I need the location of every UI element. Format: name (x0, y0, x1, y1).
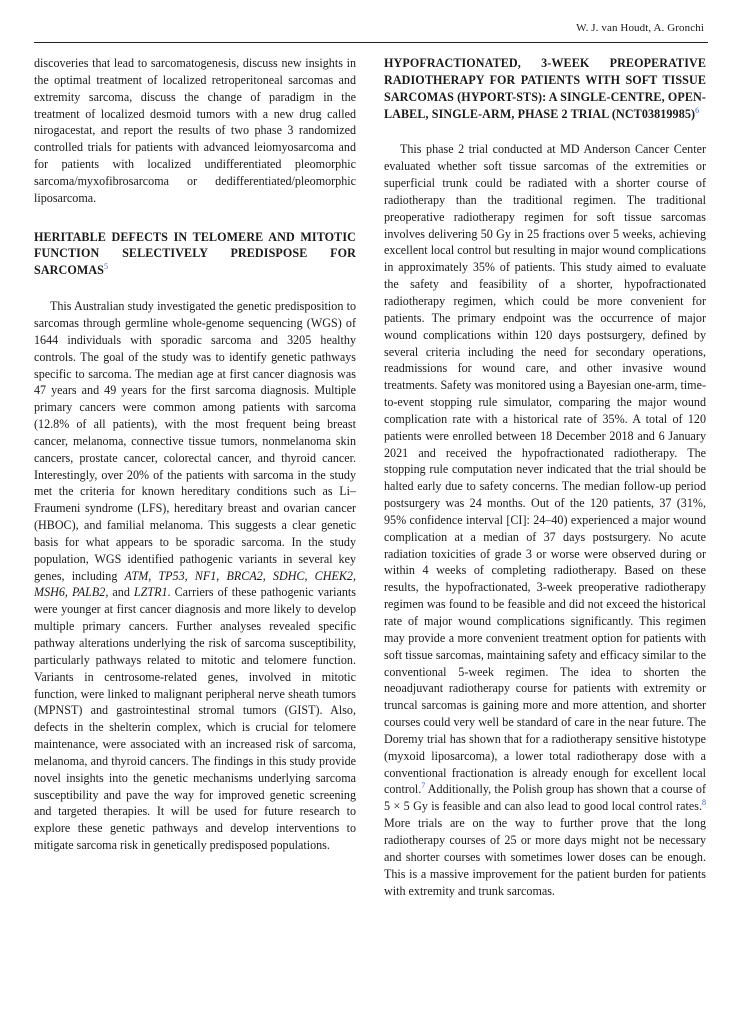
reference-link-8[interactable]: 8 (702, 798, 706, 808)
reference-link-7[interactable]: 7 (421, 781, 426, 791)
telomere-body-paragraph (34, 298, 356, 854)
hyport-body-text-3: More trials are on the way to further prove that the long radiotherapy courses of 25 or more days might not be necessary and shorter courses with sometimes lower doses can be enough. This is a massive improvement for the patient burden for patients with extremity and trunk sarcomas. (384, 816, 706, 898)
header-rule (34, 42, 708, 43)
telomere-body-text-1: This Australian study investigated the genetic predisposition to sarcomas through germline whole-genome sequencing (WGS) of 1644 individuals with sporadic sarcoma and 3205 healthy controls. The goal of the study was to identify genetic pathways specific to sarcoma. The median age at first cancer diagnosis was 47 years and 49 years for the first sarcoma diagnosis. Multiple primary cancers were common among patients with sarcoma (12.8% of all patients), with the most frequent being breast cancer, melanoma, connective tissue tumors, nonmelanoma skin cancers, prostate cancer, colorectal cancer, and thyroid cancer. Interestingly, over 20% of the patients with sarcoma in the study met the criteria for known hereditary conditions such as Li–Fraumeni syndrome (LFS), hereditary breast and ovarian cancer (HBOC), and familial melanoma. This suggests a clear genetic basis for what appears to be sporadic sarcoma. In the study population, WGS identified pathogenic variants in several key genes, including (34, 299, 356, 583)
reference-link-6[interactable]: 6 (695, 105, 700, 115)
section-heading-hyport-text: HYPOFRACTIONATED, 3-WEEK PREOPERATIVE RADIOTHERAPY FOR PATIENTS WITH SOFT TISSUE SARCOMAS (HYPORT-STS): A SINGLE-CENTRE, OPEN-LABEL, SINGLE-ARM, PHASE 2 TRIAL (NCT03819985) (384, 56, 706, 121)
hyport-body-paragraph (384, 141, 706, 899)
gene-list: ATM, TP53, NF1, BRCA2, SDHC, CHEK2, MSH6, PALB2, (34, 568, 356, 600)
running-head-authors: W. J. van Houdt, A. Gronchi (576, 22, 704, 34)
intro-paragraph: discoveries that lead to sarcomatogenesis, discuss new insights in the optimal treatment of localized retroperitoneal sarcomas and extremity sarcoma, discuss the change of paradigm in the treatment of localized desmoid tumors with a new drug called nirogacestat, and report the results of two phase 3 randomized controlled trials for patients with advanced leiomyosarcoma and for patients with localized undifferentiated pleomorphic sarcoma/myxofibrosarcoma or dedifferentiated/pleomorphic liposarcoma. (34, 56, 356, 205)
right-column (384, 55, 706, 899)
section-heading-telomere-text: HERITABLE DEFECTS IN TELOMERE AND MITOTIC FUNCTION SELECTIVELY PREDISPOSE FOR SARCOMAS (34, 229, 356, 278)
gene-lztr1: LZTR1 (133, 585, 168, 600)
telomere-body-text-2: . Carriers of these pathogenic variants were younger at first cancer diagnosis and more likely to develop multiple primary cancers. Further analyses revealed specific pathway alterations underlying the risk of sarcoma susceptibility, particularly pathways related to mitotic and telomere function. Variants in centrosome-related genes, involved in mitotic function, were linked to malignant peripheral nerve sheath tumors (MPNST) and gastrointestinal stromal tumors (GIST). Also, defects in the shelterin complex, which is crucial for telomere maintenance, were associated with an increased risk of sarcoma, melanoma, and thyroid cancers. The findings in this study provide novel insights into the genetic mechanisms underlying sarcoma susceptibility and pave the way for improved genetic screening and targeted therapies. It will be used for future research to explore these genetic pathways and develop interventions to mitigate sarcoma risk in genetically predisposed populations. (34, 585, 356, 853)
section-heading-hyport (384, 55, 706, 122)
telomere-body-and: and (108, 585, 134, 600)
hyport-body-text-2: Additionally, the Polish group has shown that a course of 5 × 5 Gy is feasible and can also lead to good local control rates. (384, 782, 706, 814)
hyport-body-text-1: This phase 2 trial conducted at MD Anderson Cancer Center evaluated whether soft tissue sarcomas of the extremities or superficial trunk could be radiated with a shorter course of radiotherapy than the traditional regimen. The traditional preoperative radiotherapy regimen for soft tissue sarcomas involves delivering 50 Gy in 25 fractions over 5 weeks, achieving excellent local control but resulting in major wound complications in approximately 35% of patients. This study aimed to evaluate the safety and feasibility of a shorter, hypofractionated radiotherapy regimen, which could be more convenient for patients. The primary endpoint was the occurrence of major wound complications within 120 days postsurgery, defined by several criteria including the need for secondary operations, readmissions for wound care, and other invasive wound treatments. Safety was monitored using a Bayesian one-arm, time-to-event stopping rule simulator, comparing the major wound complication rate with a historical rate of 35%. A total of 120 patients were enrolled between 18 December 2018 and 6 January 2021 and received the hypofractionated radiotherapy. The stopping rule computation never indicated that the trial should be halted early due to safety concerns. The median follow-up period postsurgery was 24 months. Out of the 120 patients, 37 (31%, 95% confidence interval [CI]: 24–40) experienced a major wound complication at a median of 37 days postsurgery. No acute radiation toxicities of grade 3 or worse were observed during or within 4 weeks of completing radiotherapy. Based on these results, the hypofractionated, 3-week preoperative radiotherapy regimen was found to be feasible and did not exceed the historical rate of major wound complications significantly. This regimen may provide a more convenient treatment option for patients with soft tissue sarcomas, maintaining safety and efficacy similar to the conventional 5-week regimen. The idea to shorten the neoadjuvant radiotherapy course for patients with extremity or truncal sarcomas is gaining more and more attention, and shorter courses could very well be standard of care in the near future. The Doremy trial has shown that for a radiotherapy sensitive histotype (myxoid liposarcoma), a lower total radiotherapy dose with a conventional fractionation is already enough for excellent local control. (384, 142, 706, 797)
left-column (34, 55, 356, 854)
section-heading-telomere (34, 229, 356, 280)
reference-link-5[interactable]: 5 (104, 262, 109, 272)
